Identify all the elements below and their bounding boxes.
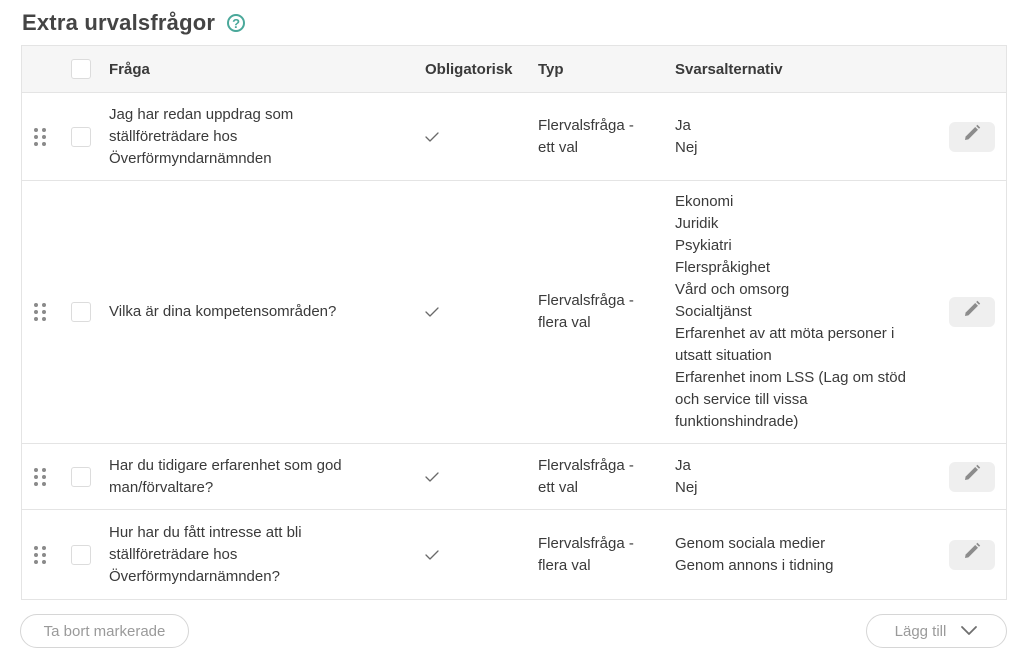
page-header <box>22 10 245 36</box>
pencil-icon <box>962 299 982 326</box>
option-item: Flerspråkighet <box>675 259 771 276</box>
chevron-down-icon <box>960 625 978 637</box>
pencil-icon <box>962 541 982 568</box>
table-row <box>22 444 1006 510</box>
options-list <box>675 115 698 159</box>
pencil-icon <box>962 123 982 150</box>
question-text: Har du tidigare erfarenhet som god man/förvaltare? <box>109 456 342 496</box>
option-item: Ja <box>675 456 691 474</box>
options-list <box>675 533 833 577</box>
options-list <box>675 455 698 499</box>
drag-handle-icon[interactable] <box>34 546 46 564</box>
table-header <box>22 46 1006 93</box>
row-checkbox[interactable] <box>71 467 91 487</box>
drag-handle-icon[interactable] <box>34 468 46 486</box>
edit-button[interactable] <box>949 122 995 152</box>
row-checkbox[interactable] <box>71 127 91 147</box>
mandatory-check-icon <box>425 444 439 509</box>
option-item: Erfarenhet av att möta personer i utsatt situation <box>675 325 895 364</box>
row-checkbox[interactable] <box>71 302 91 322</box>
row-checkbox[interactable] <box>71 545 91 565</box>
table-row <box>22 181 1006 444</box>
page-title: Extra urvalsfrågor <box>22 10 216 35</box>
mandatory-check-icon <box>425 181 439 443</box>
select-all-checkbox[interactable] <box>71 59 91 79</box>
options-list <box>675 191 925 433</box>
option-item: Genom annons i tidning <box>675 556 834 574</box>
option-item: Ja <box>675 116 691 134</box>
mandatory-check-icon <box>425 510 439 599</box>
mandatory-check-icon <box>425 93 439 180</box>
edit-button[interactable] <box>949 297 995 327</box>
add-button[interactable] <box>866 614 1007 648</box>
question-text: Vilka är dina kompetensområden? <box>109 303 337 320</box>
question-type: Flervalsfråga - flera val <box>538 534 634 574</box>
question-text: Jag har redan uppdrag som ställföreträdare hos Överförmyndarnämnden <box>109 105 294 167</box>
column-header-type[interactable]: Typ <box>538 60 564 78</box>
delete-selected-button[interactable]: Ta bort markerade <box>20 614 189 648</box>
questions-table <box>21 45 1007 600</box>
option-item: Erfarenhet inom LSS (Lag om stöd och service till vissa funktionshindrade) <box>675 369 906 430</box>
option-item: Psykiatri <box>675 237 732 254</box>
table-row <box>22 510 1006 599</box>
column-header-mandatory[interactable]: Obligatorisk <box>425 60 513 78</box>
edit-button[interactable] <box>949 540 995 570</box>
option-item: Socialtjänst <box>675 303 752 320</box>
drag-handle-icon[interactable] <box>34 128 46 146</box>
question-type: Flervalsfråga - ett val <box>538 116 634 156</box>
add-button-label: Lägg till <box>894 622 947 640</box>
drag-handle-icon[interactable] <box>34 303 46 321</box>
question-circle-icon[interactable]: ? <box>227 14 245 32</box>
option-item: Ekonomi <box>675 193 734 210</box>
question-text: Hur har du fått intresse att bli ställföreträdare hos Överförmyndarnämnden? <box>109 523 302 585</box>
option-item: Genom sociala medier <box>675 534 826 552</box>
column-header-options[interactable]: Svarsalternativ <box>675 60 783 78</box>
edit-button[interactable] <box>949 462 995 492</box>
table-row <box>22 93 1006 181</box>
pencil-icon <box>962 463 982 490</box>
column-header-question[interactable]: Fråga <box>109 60 150 78</box>
question-type: Flervalsfråga - ett val <box>538 456 634 496</box>
question-type: Flervalsfråga - flera val <box>538 292 634 331</box>
option-item: Juridik <box>675 215 719 232</box>
option-item: Vård och omsorg <box>675 281 790 298</box>
option-item: Nej <box>675 478 698 496</box>
option-item: Nej <box>675 138 698 156</box>
